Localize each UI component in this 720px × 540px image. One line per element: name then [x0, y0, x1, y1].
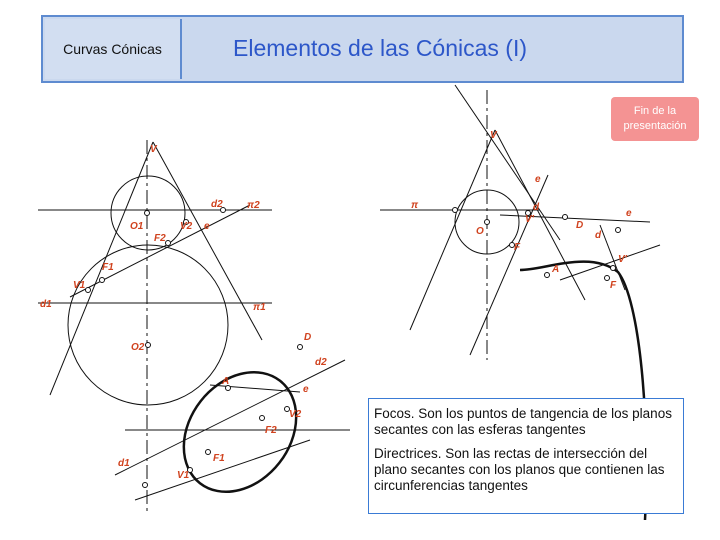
point-D-low — [298, 345, 303, 350]
label-F-bottom: F — [610, 280, 617, 291]
focos-term: Focos — [374, 406, 411, 421]
label-pi: π — [411, 200, 419, 211]
point-F1 — [100, 278, 105, 283]
label-V-left: V — [150, 144, 157, 155]
label-V-right: V — [490, 130, 497, 141]
directrices-text: . Son las rectas de intersección del plano secantes con los planos que contienen las circunferencias tangentes — [374, 446, 665, 493]
point-F-bottom — [605, 276, 610, 281]
label-F1: F1 — [102, 262, 114, 273]
label-e-right: e — [535, 174, 541, 185]
label-d: d — [533, 202, 540, 213]
point-O — [485, 220, 490, 225]
point-d1-low — [143, 483, 148, 488]
label-V-prime: V' — [618, 254, 628, 265]
label-e-far: e — [626, 208, 632, 219]
label-D: D — [576, 220, 584, 231]
info-box — [368, 398, 684, 514]
label-F2: F2 — [154, 233, 166, 244]
point-V-prime — [611, 266, 616, 271]
label-V-tangent: V' — [525, 214, 535, 225]
point-F2-low — [260, 416, 265, 421]
label-A: A — [552, 264, 560, 275]
label-O: O — [476, 226, 484, 237]
label-pi2: π2 — [247, 200, 260, 211]
label-V1: V1 — [73, 280, 86, 291]
label-d2-low: d2 — [315, 357, 327, 368]
directrices-term: Directrices — [374, 446, 438, 461]
point-pi — [453, 208, 458, 213]
directrices-paragraph — [374, 446, 677, 494]
label-d2: d2 — [211, 199, 223, 210]
label-e-left: e — [204, 221, 210, 232]
ellipse-curve — [161, 350, 320, 514]
label-d1: d1 — [40, 299, 52, 310]
label-F1-low: F1 — [213, 453, 225, 464]
point-A — [545, 273, 550, 278]
label-d1-low: d1 — [118, 458, 130, 469]
label-F2-low: F2 — [265, 425, 277, 436]
point-O1 — [145, 211, 150, 216]
label-V1-low: V1 — [177, 470, 190, 481]
label-d-right: d — [595, 230, 602, 241]
point-O2 — [146, 343, 151, 348]
focos-text: . Son los puntos de tangencia de los planos secantes con las esferas tangentes — [374, 406, 672, 437]
label-A-low: A — [222, 376, 230, 387]
label-pi1: π1 — [253, 302, 266, 313]
section-title: Curvas Cónicas — [45, 19, 182, 79]
label-D-low: D — [304, 332, 312, 343]
end-presentation-button[interactable]: Fin de la presentación — [611, 97, 699, 141]
label-e-low: e — [303, 384, 309, 395]
focos-paragraph — [374, 406, 677, 438]
label-V2: V2 — [180, 221, 193, 232]
label-O1: O1 — [130, 221, 144, 232]
label-O2: O2 — [131, 342, 145, 353]
point-F1-low — [206, 450, 211, 455]
point-e-far — [616, 228, 621, 233]
point-V1 — [86, 288, 91, 293]
point-F2 — [166, 241, 171, 246]
page-title: Elementos de las Cónicas (I) — [233, 35, 528, 61]
sphere-large-left — [68, 245, 228, 405]
label-V2-low: V2 — [289, 409, 302, 420]
point-D — [563, 215, 568, 220]
secant-plane-left — [70, 205, 250, 297]
label-F-top: F — [514, 242, 521, 253]
